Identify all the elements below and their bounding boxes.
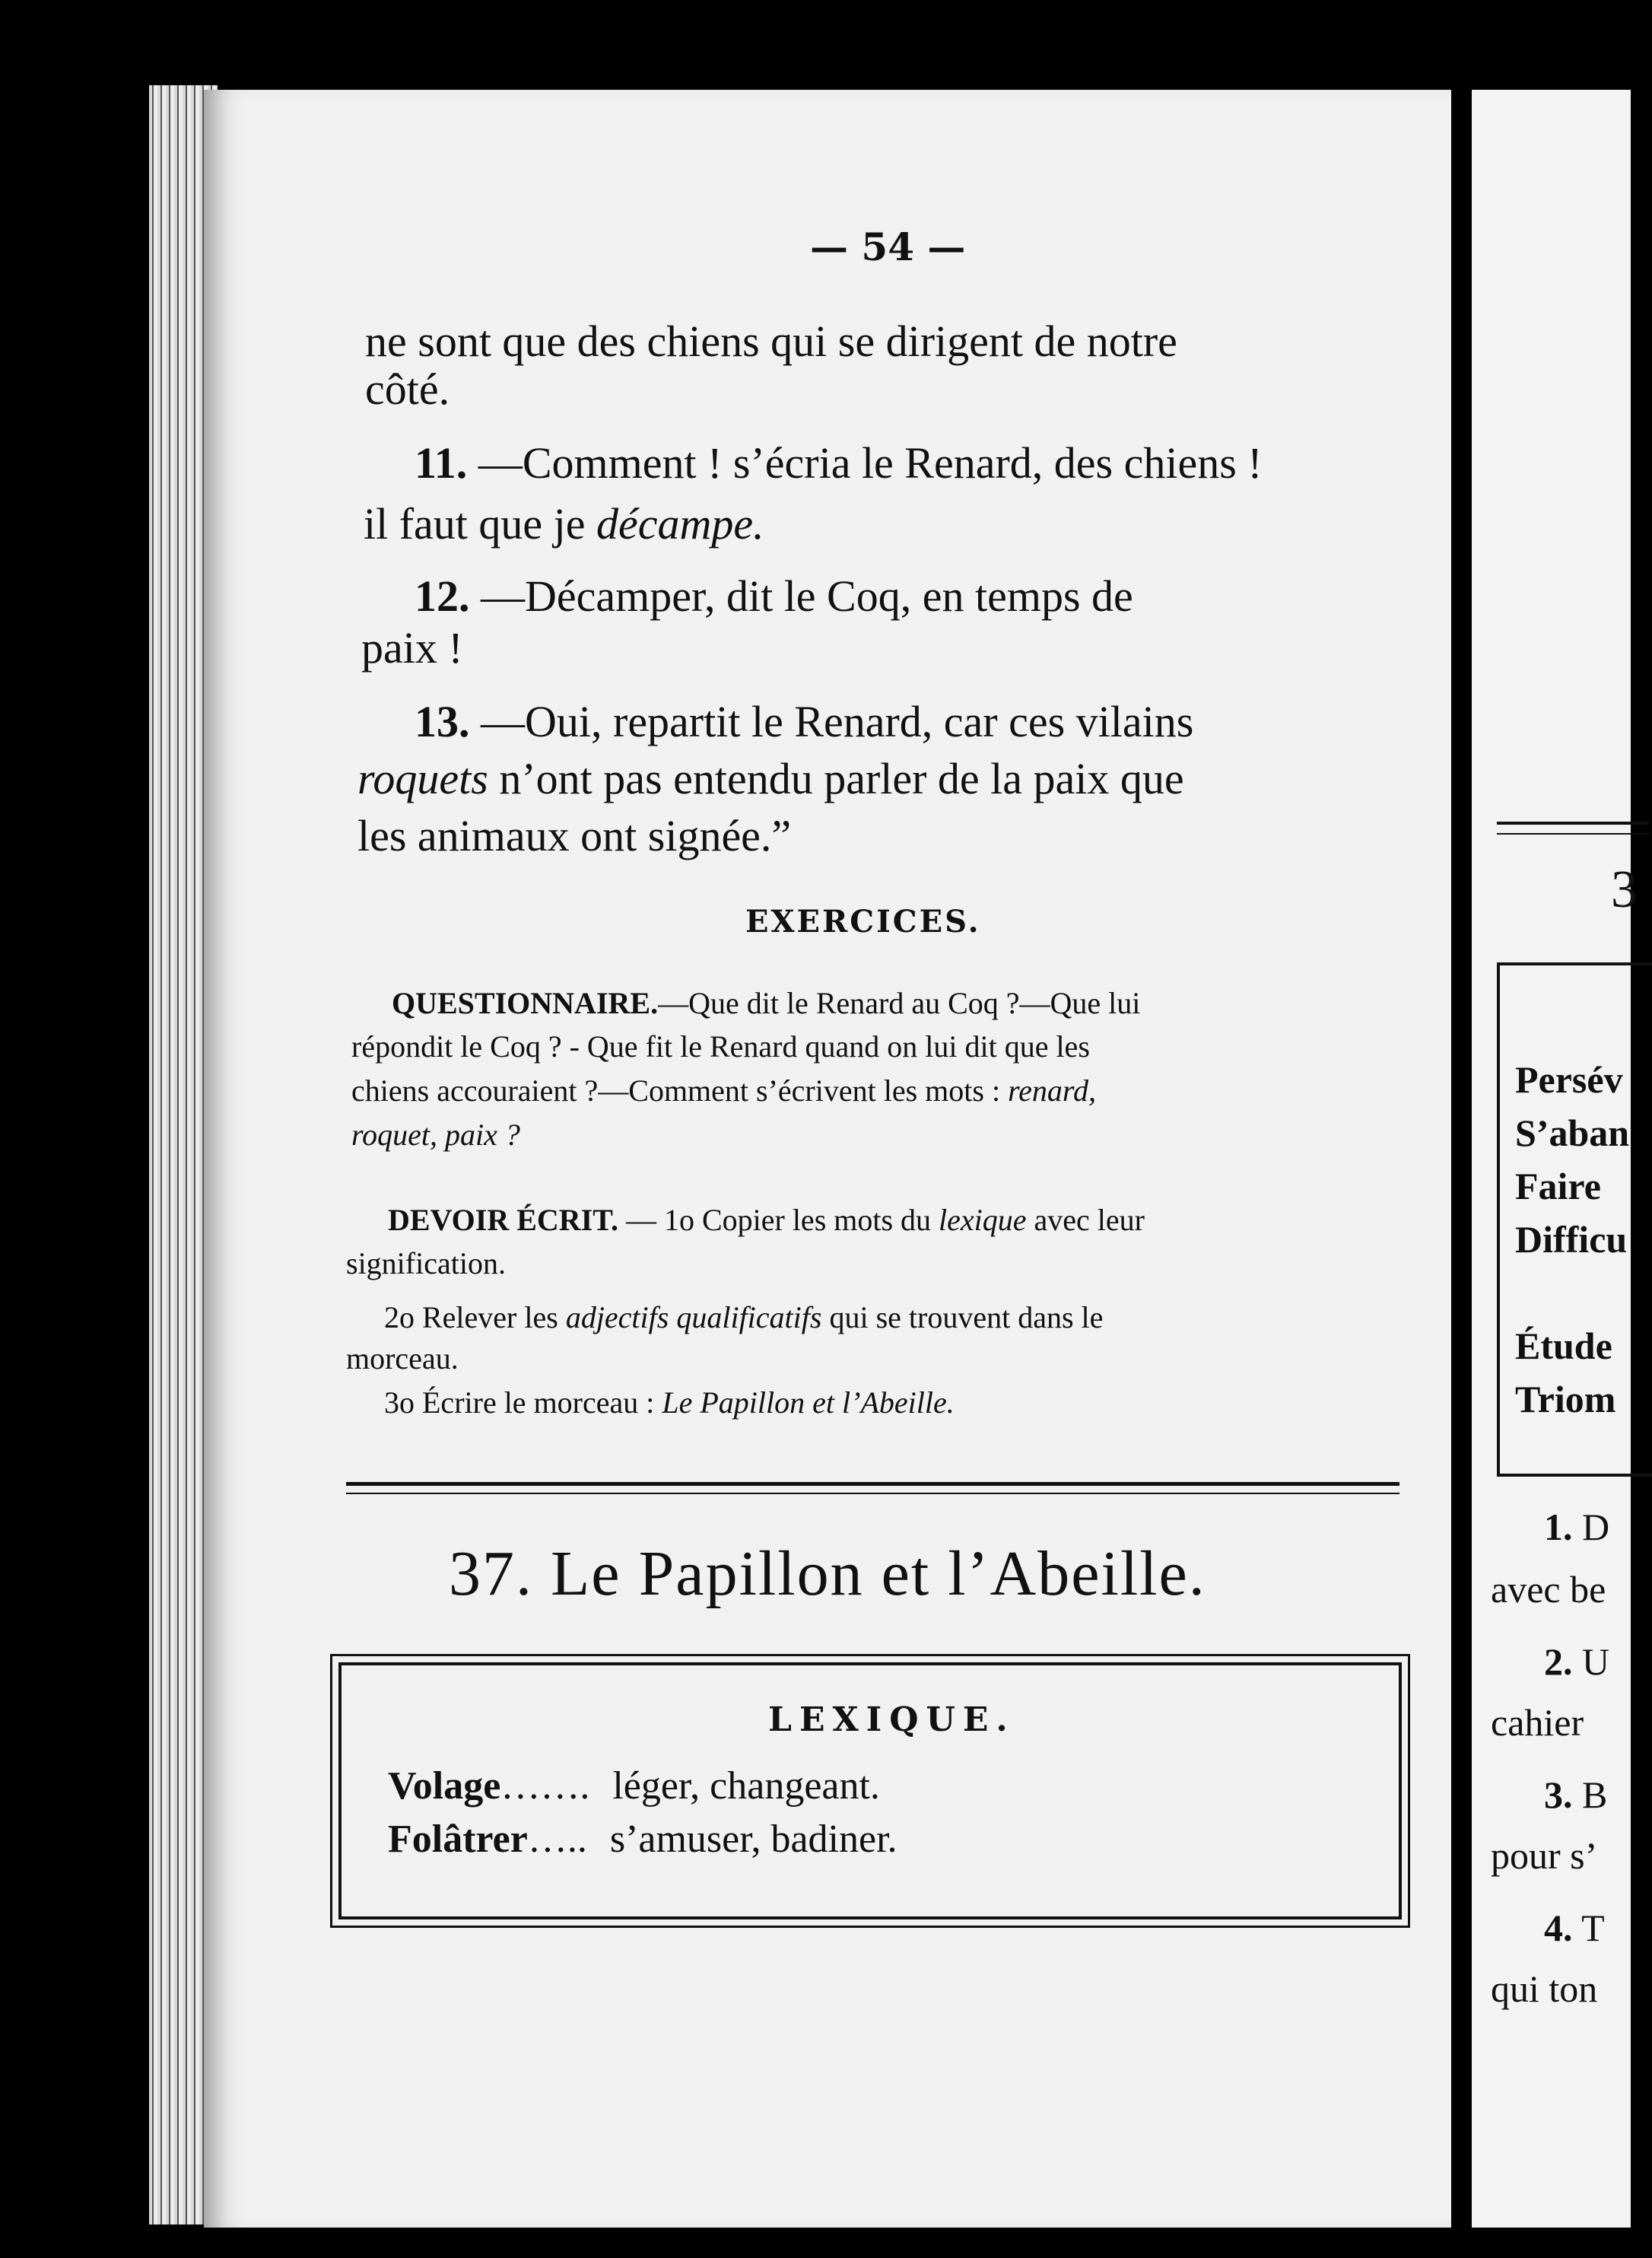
paragraph-11 [415, 437, 1263, 488]
right-divider [1497, 822, 1649, 825]
devoir-line [388, 1202, 1145, 1238]
lexique-word: Volage [388, 1764, 501, 1808]
text-line: —Oui, repartit le Renard, car ces vilains [469, 697, 1194, 746]
text-line: ne sont que des chiens qui se dirigent de notre [365, 316, 1177, 366]
lexique-definition: s’amuser, badiner. [609, 1818, 897, 1861]
lexique-entry [388, 1763, 880, 1808]
text-span: T [1581, 1907, 1605, 1949]
devoir-line: signification. [346, 1246, 506, 1280]
text-span: chiens accouraient ?—Comment s’écrivent les mots : [351, 1073, 1009, 1108]
right-item-line: pour s’ [1491, 1834, 1598, 1877]
right-box-line: Étude [1515, 1325, 1612, 1367]
lexique-word: Folâtrer [388, 1818, 528, 1861]
text-span: —Que dit le Renard au Coq ?—Que lui [658, 986, 1141, 1020]
right-box-line: Persév [1515, 1058, 1623, 1101]
text-line: les animaux ont signée.” [357, 811, 792, 860]
exercices-heading: EXERCICES. [745, 904, 981, 940]
italic-word: roquets [357, 754, 488, 803]
questionnaire-line: répondit le Coq ? - Que fit le Renard quand on lui dit que les [351, 1029, 1090, 1064]
italic-word: adjectifs qualificatifs [565, 1300, 822, 1334]
right-item [1544, 1505, 1609, 1549]
right-box-line: S’aban [1515, 1112, 1630, 1154]
paragraph-13 [415, 696, 1193, 747]
questionnaire-line [351, 1117, 520, 1153]
text-span: il faut que je [364, 499, 597, 549]
right-box-line: Faire [1515, 1165, 1601, 1207]
right-heading: 3 [1611, 860, 1638, 919]
item-number: 4. [1544, 1907, 1573, 1949]
lexique-definition: léger, changeant. [612, 1764, 880, 1808]
text-span: 3o Écrire le morceau : [384, 1385, 662, 1420]
paragraph-number: 13. [415, 697, 470, 746]
right-box-line: Triom [1515, 1378, 1616, 1420]
right-item [1544, 1773, 1607, 1817]
paragraph-number: 11. [415, 438, 468, 488]
text-span: U [1582, 1640, 1610, 1683]
text-span: n’ont pas entendu parler de la paix que [488, 754, 1184, 803]
text-line [364, 498, 764, 549]
right-item [1544, 1906, 1605, 1950]
text-line [357, 753, 1184, 804]
right-item-line: cahier [1491, 1701, 1584, 1744]
right-item [1544, 1639, 1609, 1684]
right-box-line: Difficu [1515, 1218, 1628, 1261]
devoir-line [384, 1385, 955, 1420]
right-item-line: qui ton [1491, 1967, 1598, 2010]
text-line: —Décamper, dit le Coq, en temps de [469, 571, 1133, 621]
paragraph-12 [415, 571, 1133, 622]
lexique-entry [388, 1817, 897, 1862]
chapter-title: 37. Le Papillon et l’Abeille. [449, 1538, 1206, 1609]
italic-word: décampe. [596, 499, 764, 549]
text-span: — 1o Copier les mots du [618, 1203, 939, 1237]
item-number: 3. [1544, 1773, 1573, 1816]
item-number: 1. [1544, 1506, 1573, 1548]
divider-rule [346, 1482, 1399, 1486]
text-span: 2o Relever les [384, 1300, 566, 1334]
devoir-line [384, 1299, 1103, 1335]
questionnaire-label: QUESTIONNAIRE. [392, 986, 659, 1020]
text-line: paix ! [361, 623, 463, 673]
italic-word: Le Papillon et l’Abeille. [662, 1385, 955, 1420]
questionnaire-line [392, 985, 1140, 1021]
item-number: 2. [1544, 1640, 1573, 1683]
page-number: — 54 — [810, 224, 966, 269]
questionnaire-line [351, 1073, 1096, 1108]
italic-word: roquet, paix ? [351, 1118, 520, 1152]
divider-rule [346, 1493, 1399, 1494]
text-span: D [1582, 1506, 1610, 1548]
dot-leader: ….. [527, 1818, 587, 1861]
paragraph-number: 12. [415, 571, 470, 621]
text-line: —Comment ! s’écria le Renard, des chiens ! [467, 438, 1263, 488]
lexique-heading: LEXIQUE. [768, 1700, 1015, 1739]
dot-leader: ……. [500, 1764, 590, 1808]
devoir-line: morceau. [346, 1341, 459, 1375]
italic-word: lexique [939, 1203, 1027, 1237]
text-span: avec leur [1026, 1203, 1145, 1237]
text-span: qui se trouvent dans le [821, 1300, 1104, 1334]
text-span: B [1582, 1773, 1608, 1816]
devoir-label: DEVOIR ÉCRIT. [388, 1203, 618, 1237]
right-item-line: avec be [1491, 1568, 1606, 1611]
right-divider [1497, 833, 1649, 835]
text-line: côté. [365, 364, 450, 414]
italic-word: renard, [1008, 1073, 1096, 1108]
